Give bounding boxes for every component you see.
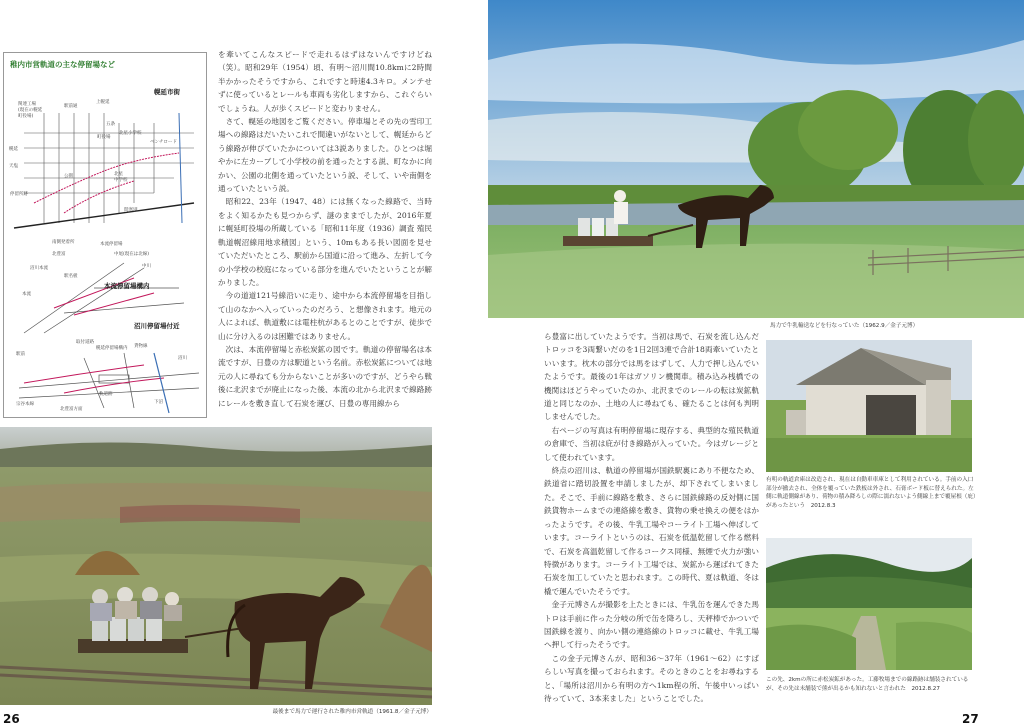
paragraph: ら豊富に出していたようです。当初は馬で、石炭を流し込んだトロッコを3両繋いだのを1日2回3連で合計18両牽いていたといいます。枕木の部分では馬をはずして、人力で押し込んでいたようです。最後の1年はガソリン機関車。積み込み桟橋での機関はほどうやっていたのか、北沢までのレールの転は炭鉱軌道と同じなのか、土地の人に尋ねても、確たることは何も判明しませんでした。 [544, 332, 759, 422]
map-label: 中尾(現在は北線) [114, 252, 150, 257]
map-label: 町役場 [97, 135, 111, 140]
paragraph: 右ページの写真は有明停留場に現存する、典型的な殖民軌道の倉庫で、当初は庇が付き線路が入っていた。今はガレージとして使われています。 [544, 425, 759, 462]
map-region-numakawa: 沼川停留場付近 [134, 322, 180, 330]
map-label: 問寒別 [124, 208, 138, 213]
map-label: 停留所跡 [10, 192, 28, 197]
map-label: 取付道路 [76, 340, 94, 345]
left-body-text [218, 48, 432, 418]
route-map [3, 52, 207, 418]
right-body-text [544, 330, 759, 705]
map-label: 貨物線 [134, 344, 148, 349]
field-illustration [766, 538, 972, 670]
map-label: 公園 [64, 174, 73, 179]
map-label: (現在の幌延 [18, 108, 43, 113]
map-label: ベンチロード [150, 140, 177, 145]
horse-railcar-illustration [0, 427, 432, 705]
map-region-honryu: 本流停留場構内 [104, 282, 150, 290]
map-label: 北星小学校 [119, 131, 142, 136]
map-label: 北豊富方面 [60, 407, 83, 412]
photo-track-field [766, 538, 972, 670]
map-label: 沼川本流 [30, 266, 48, 271]
map-label: 下沼 [154, 400, 163, 405]
field-caption: この先、2kmの所に赤松炭鉱があった。工藤牧場までの線路跡は舗装されているが、その先は未舗装で熊が出るかも知れないと言われた 2012.8.27 [766, 677, 969, 692]
top-photo-caption: 馬力で牛乳輸送などを行なっていた（1962.9／金子元博） [770, 323, 919, 329]
map-label: 北豊富 [52, 252, 66, 257]
map-label: 南側発着所 [52, 240, 75, 245]
map-title: 稚内市営軌道の主な停留場など [10, 60, 115, 69]
map-label: 宗谷本線 [16, 402, 34, 407]
milk-transport-illustration [488, 0, 1024, 318]
map-region-horonobe: 幌延市街 [154, 88, 180, 96]
photo-rail-garage [766, 340, 972, 472]
garage-illustration [766, 340, 972, 472]
paragraph: この金子元博さんが、昭和36〜37年（1961〜62）にすばらしい写真を撮っておられます。そのときのことをお尋ねすると、「場所は沼川から有明の方へ1km程の所、午後中いっぱい待っていて、3本来ました」ということでした。 [544, 653, 759, 703]
map-label: 沼川 [178, 356, 187, 361]
paragraph: 今の道道121号線沿いに走り、途中から本流停留場を目指して山のなかへ入っていったのだろう、と想像されます。地元の人によれば、軌道敷には電柱杭があるとのことですが、徒歩で山に分け入るのは困難ではありません。 [218, 291, 432, 341]
map-label: 上幌延 [96, 100, 110, 105]
map-label: 五条 [106, 122, 115, 127]
map-label: 駅前 [16, 352, 25, 357]
paragraph: を牽いてこんなスピードで走れるはずはないんですけどね（笑）。昭和29年（1954）頃、有明〜沼川間10.8kmに2時間半かかったそうですから、これですと時速4.3キロ。メンテせずに使っているとレールも車両も劣化しますから、これぐらいでしょうね。人が歩くスピードと変わりません。 [218, 50, 432, 113]
paragraph: 昭和22、23年（1947、48）には無くなった線路で、当時をよく知るかたも見つからず、謎のままでしたが、2016年夏に幌延町役場の所蔵している「昭和11年度（1936）調査 殖民軌道幌沼線用地求積図」という、10mもある長い図面を見せていただいたところ、駅前から国道に沿って進み、左折して今の小学校の校庭になっている部分を進んでいたということが解かりました。 [218, 197, 432, 287]
map-label: 天塩 [9, 164, 18, 169]
map-label: 幌延 [9, 147, 18, 152]
map-label: 北星 [114, 172, 123, 177]
map-label: 町役場) [18, 114, 34, 119]
map-label: 本流停留場 [100, 242, 123, 247]
paragraph: 次は、本流停留場と赤松炭鉱の図です。軌道の停留場名は本流ですが、日豊の方は駅道という名前。赤松炭鉱については地元の人に尋ねても分からないことが多いのですが、どうやら戦後に北沢までが廃止になった後、本流の北から北沢まで線路跡にレールを敷き直して石炭を運び、日豊の専用線から [218, 344, 432, 408]
paragraph: 終点の沼川は、軌道の停留場が国鉄駅裏にあり不便なため、鉄道省に踏切設置を申請しましたが、却下されてしまいました。そこで、手前に線路を敷き、さらに国鉄線路の反対側に国鉄貨物ホームまでの連絡線を敷き、貨物の乗せ換えの便をはかったようです。その後、牛乳工場やコーライト工場へ伸ばしています。コーライトというのは、石炭を低温乾留して作る燃料で、石炭を高温乾留して作るコークス同様、無煙で火力が強い特徴があります。コーライト工場では、炭鉱から運ばれてきた石炭を加工していたと思われます。この時代、夏は軌道、冬は橇で運んでいたそうです。 [544, 466, 759, 596]
page-number-left: 26 [3, 712, 20, 726]
map-label: 駅名板 [64, 274, 78, 279]
photo-milk-transport [488, 0, 1024, 318]
map-label: 中学校 [114, 178, 128, 183]
paragraph: 金子元博さんが撮影を上たときには、牛乳缶を運んできた馬トロは手前に作った分岐の所で缶を降ろし、天秤棒でかついで国鉄線を渡り、向かい側の連絡線のトロッコに載せ、牛乳工場へ押して行ったそうです。 [544, 600, 759, 650]
garage-caption: 有明の軌道倉庫は改造され、現在は自動車車庫として利用されている。手前の入口部分が撤去され、全体を覆っていた鉄板は外され、石膏ボード板に替えられた。左側に軌道側線があり、荷物の積み降ろしの際に濡れないよう側線上まで覆屋根（庇）があったという 2012.8.3 [766, 477, 976, 509]
map-label: 関連工場 [18, 102, 36, 107]
left-photo-caption: 最後まで馬力で運行された稚内市営軌道（1961.8／金子元博） [272, 709, 432, 715]
map-label: 中川 [142, 264, 151, 269]
page-number-right: 27 [962, 712, 979, 726]
photo-horse-railcar [0, 427, 432, 705]
map-label: 幌延停留場構内 [96, 346, 128, 351]
paragraph: さて、幌延の地図をご覧ください。停車場とその先の雪印工場への線路はだいたいこれで間違いがないとして、幌延からどう線路が伸びていたかについては3説ありました。ひとつは堀やかに左カーブして小学校の前を通ったとする説、町なかに向かい、公園の北側を通っていたという説、そして、いや南側を通っていたという説。 [218, 117, 432, 194]
map-label: 軌道跡 [99, 392, 113, 397]
map-label: 駅前通 [64, 104, 78, 109]
map-label: 本流 [22, 292, 31, 297]
